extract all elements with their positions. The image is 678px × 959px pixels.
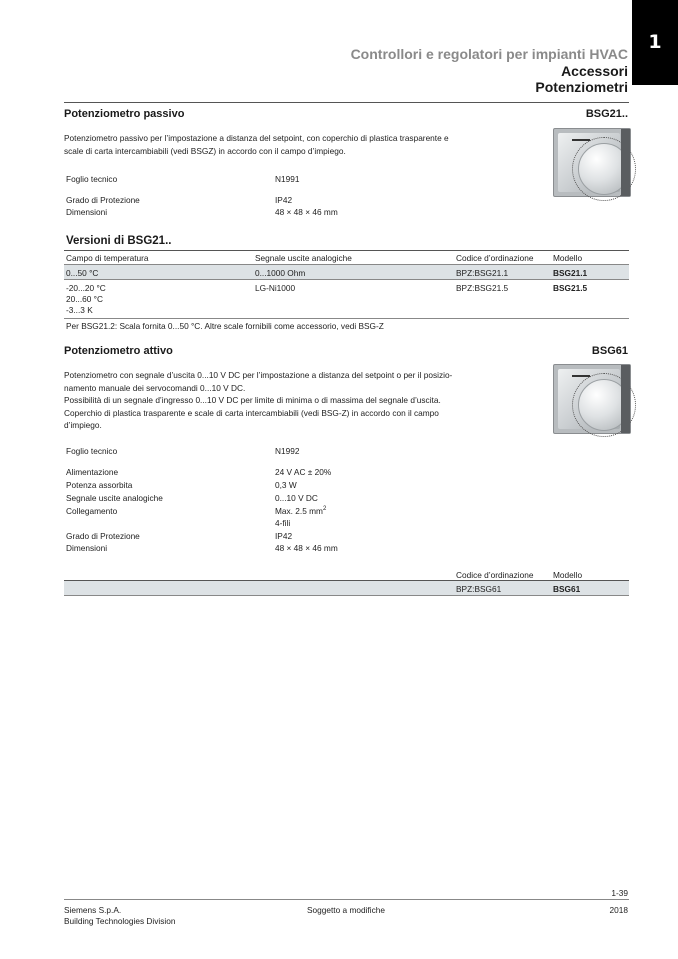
footer-company: Siemens S.p.A.: [64, 905, 122, 915]
row-rule: [64, 279, 629, 280]
header-category: Controllori e regolatori per impianti HVAC: [350, 46, 628, 62]
spec-label: Potenza assorbita: [66, 480, 133, 490]
spec-label: Dimensioni: [66, 543, 108, 553]
spec-value: 4-fili: [275, 518, 291, 528]
signal-cell: 0...1000 Ohm: [255, 268, 306, 278]
active-description-line: Possibilità di un segnale d’ingresso 0...10 V DC per limite di minima o di massima del segnale d’uscita.: [64, 395, 441, 405]
versions-bottom-rule: [64, 318, 629, 319]
header-subsection: Potenziometri: [535, 79, 628, 95]
column-header: Codice d’ordinazione: [456, 253, 534, 263]
range-cell: -3...3 K: [66, 305, 93, 315]
active-description-line: Potenziometro con segnale d’uscita 0...10 V DC per l’impostazione a distanza del setpoint o per il posizio-: [64, 370, 453, 380]
spec-label: Segnale uscite analogiche: [66, 493, 163, 503]
active-title: Potenziometro attivo: [64, 345, 173, 357]
model-cell: BSG21.1: [553, 268, 588, 278]
signal-cell: LG-Ni1000: [255, 283, 296, 293]
column-header: Codice d’ordinazione: [456, 570, 534, 580]
passive-code: BSG21..: [585, 108, 628, 120]
order-bottom-rule: [64, 595, 629, 596]
spec-value: N1991: [275, 174, 300, 184]
spec-value: 48 × 48 × 46 mm: [275, 543, 338, 553]
header-rule: [64, 102, 629, 103]
table-row: [64, 265, 629, 279]
spec-label: Grado di Protezione: [66, 195, 140, 205]
spec-value: 48 × 48 × 46 mm: [275, 207, 338, 217]
spec-value-superscript: 2: [322, 506, 327, 513]
spec-label: Alimentazione: [66, 467, 119, 477]
spec-label: Foglio tecnico: [66, 446, 118, 456]
spec-label: Collegamento: [66, 506, 118, 516]
spec-label: Foglio tecnico: [66, 174, 118, 184]
footer-division: Building Technologies Division: [64, 916, 176, 926]
range-cell: 0...50 °C: [66, 268, 99, 278]
spec-value: [275, 506, 326, 516]
column-header: Modello: [553, 570, 583, 580]
passive-description-line: Potenziometro passivo per l’impostazione a distanza del setpoint, con coperchio di plastica trasparente e: [64, 133, 449, 143]
active-code: BSG61: [591, 345, 628, 357]
chapter-tab: 1: [632, 0, 678, 85]
passive-description-line: scale di carta intercambiabili (vedi BSGZ) in accordo con il campo d’impiego.: [64, 145, 346, 156]
spec-value: 0,3 W: [275, 480, 297, 490]
footer-rule: [64, 899, 629, 900]
bsg21-product-image: [553, 128, 631, 197]
range-cell: -20...20 °C: [66, 283, 106, 293]
model-cell: BSG21.5: [553, 283, 588, 293]
table-row: [64, 581, 629, 595]
spec-label: Dimensioni: [66, 207, 108, 217]
column-header: Campo di temperatura: [66, 253, 149, 263]
spec-value: IP42: [275, 195, 293, 205]
versions-note: Per BSG21.2: Scala fornita 0...50 °C. Altre scale fornibili come accessorio, vedi BSG-Z: [66, 321, 384, 331]
spec-value: 24 V AC ± 20%: [275, 467, 332, 477]
active-description-line: Coperchio di plastica trasparente e scale di carta intercambiabili (vedi BSG-Z) in accordo con il campo: [64, 407, 439, 418]
spec-value: 0...10 V DC: [275, 493, 318, 503]
order-code-cell: BPZ:BSG21.1: [456, 268, 509, 278]
footer-notice: Soggetto a modifiche: [307, 905, 385, 915]
passive-description: [64, 132, 504, 157]
column-header: Segnale uscite analogiche: [255, 253, 352, 263]
order-code-cell: BPZ:BSG21.5: [456, 283, 509, 293]
passive-title: Potenziometro passivo: [64, 108, 185, 120]
page-number: 1-39: [611, 888, 628, 898]
range-cell: 20...60 °C: [66, 294, 103, 304]
active-description-line: namento manuale dei servocomandi 0...10 V DC.: [64, 382, 246, 393]
spec-label: Grado di Protezione: [66, 531, 140, 541]
spec-value: IP42: [275, 531, 293, 541]
active-description: [64, 369, 504, 432]
versions-top-rule: [64, 250, 629, 251]
spec-value: N1992: [275, 446, 300, 456]
bsg61-product-image: [553, 364, 631, 434]
spec-value-text: Max. 2.5 mm: [275, 506, 323, 516]
order-code-cell: BPZ:BSG61: [456, 584, 502, 594]
header-section: Accessori: [561, 63, 628, 79]
versions-title: Versioni di BSG21..: [66, 235, 172, 247]
active-description-line: d’impiego.: [64, 420, 102, 430]
column-header: Modello: [553, 253, 583, 263]
footer-year: 2018: [609, 905, 628, 915]
model-cell: BSG61: [553, 584, 581, 594]
